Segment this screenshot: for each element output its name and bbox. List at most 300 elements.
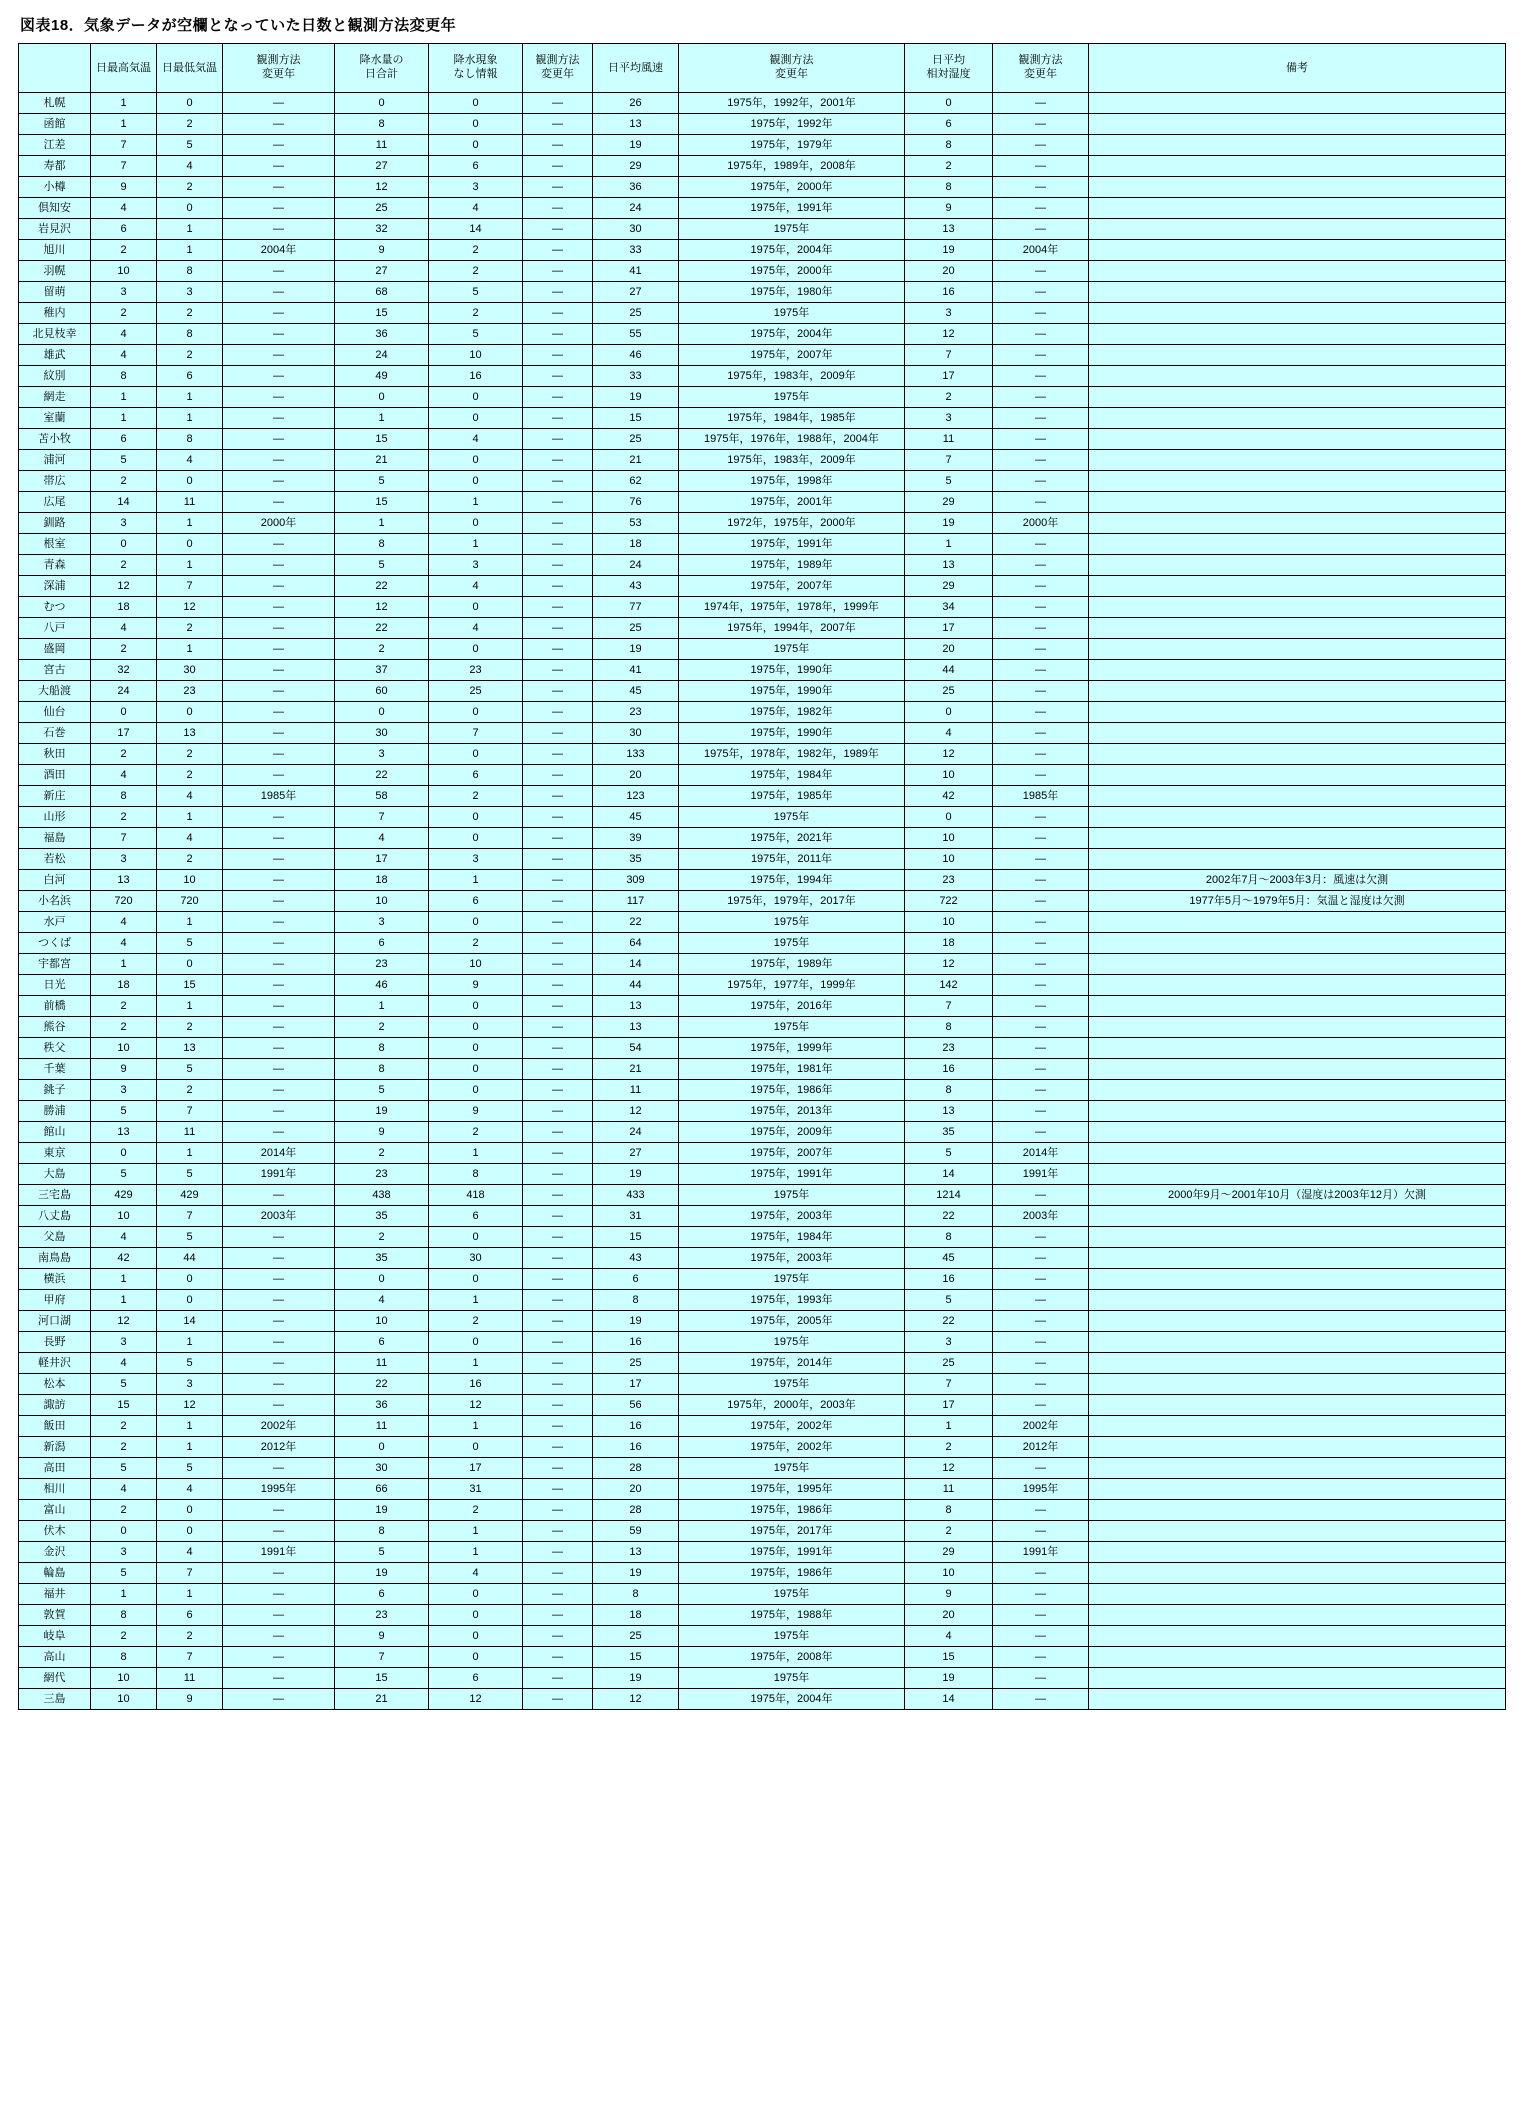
cell-humidity: 0: [905, 807, 993, 828]
cell-wind_change: 1975年，1992年: [679, 114, 905, 135]
cell-station: 松本: [19, 1374, 91, 1395]
cell-tmax: 0: [91, 702, 157, 723]
cell-humidity: 17: [905, 618, 993, 639]
col-header-wind-change-line1: 観測方法: [769, 54, 814, 67]
table-row: [19, 702, 1506, 723]
cell-tmin: 1: [157, 240, 223, 261]
cell-precip_total: 22: [335, 765, 429, 786]
cell-tmin: 0: [157, 534, 223, 555]
cell-remark: [1089, 345, 1506, 366]
cell-wind: 23: [593, 702, 679, 723]
cell-humidity_change: —: [993, 1647, 1089, 1668]
cell-tmax: 2: [91, 240, 157, 261]
table-row: [19, 345, 1506, 366]
cell-precip_change: —: [523, 513, 593, 534]
table-row: [19, 891, 1506, 912]
cell-precip_change: —: [523, 450, 593, 471]
cell-precip_nophen: 25: [429, 681, 523, 702]
table-body: [19, 93, 1506, 1710]
cell-precip_total: 9: [335, 1122, 429, 1143]
table-row: [19, 1500, 1506, 1521]
cell-wind: 19: [593, 1164, 679, 1185]
table-row: [19, 555, 1506, 576]
cell-precip_total: 2: [335, 1227, 429, 1248]
cell-tmax: 10: [91, 1206, 157, 1227]
cell-temp_change: —: [223, 1101, 335, 1122]
cell-wind_change: 1975年，1980年: [679, 282, 905, 303]
cell-precip_total: 11: [335, 1416, 429, 1437]
cell-remark: [1089, 786, 1506, 807]
cell-precip_nophen: 1: [429, 870, 523, 891]
cell-precip_total: 23: [335, 1605, 429, 1626]
cell-temp_change: —: [223, 1311, 335, 1332]
cell-wind: 16: [593, 1332, 679, 1353]
cell-temp_change: —: [223, 1269, 335, 1290]
table-row: [19, 1269, 1506, 1290]
cell-precip_nophen: 6: [429, 156, 523, 177]
cell-precip_total: 1: [335, 408, 429, 429]
cell-precip_total: 25: [335, 198, 429, 219]
table-row: [19, 114, 1506, 135]
cell-temp_change: 1985年: [223, 786, 335, 807]
cell-precip_change: —: [523, 408, 593, 429]
cell-humidity_change: 1995年: [993, 1479, 1089, 1500]
table-row: [19, 156, 1506, 177]
cell-tmin: 1: [157, 996, 223, 1017]
cell-precip_change: —: [523, 135, 593, 156]
table-row: [19, 933, 1506, 954]
cell-temp_change: —: [223, 135, 335, 156]
cell-tmin: 4: [157, 1479, 223, 1500]
cell-humidity_change: 2004年: [993, 240, 1089, 261]
cell-tmax: 4: [91, 1227, 157, 1248]
cell-wind: 44: [593, 975, 679, 996]
cell-wind_change: 1975年，1995年: [679, 1479, 905, 1500]
cell-remark: [1089, 723, 1506, 744]
cell-tmin: 0: [157, 702, 223, 723]
cell-tmax: 8: [91, 786, 157, 807]
cell-wind: 25: [593, 1353, 679, 1374]
cell-tmax: 9: [91, 177, 157, 198]
cell-precip_change: —: [523, 1500, 593, 1521]
cell-station: 東京: [19, 1143, 91, 1164]
cell-humidity: 15: [905, 1647, 993, 1668]
cell-tmax: 10: [91, 1038, 157, 1059]
cell-precip_change: —: [523, 1689, 593, 1710]
cell-humidity: 14: [905, 1164, 993, 1185]
weather-data-table: [18, 43, 1506, 1710]
cell-humidity: 7: [905, 450, 993, 471]
cell-temp_change: —: [223, 933, 335, 954]
cell-tmin: 1: [157, 1332, 223, 1353]
cell-humidity: 11: [905, 429, 993, 450]
cell-humidity_change: 2014年: [993, 1143, 1089, 1164]
cell-humidity_change: —: [993, 387, 1089, 408]
table-row: [19, 1311, 1506, 1332]
table-row: [19, 1521, 1506, 1542]
cell-station: 旭川: [19, 240, 91, 261]
cell-wind_change: 1975年，2013年: [679, 1101, 905, 1122]
cell-precip_change: —: [523, 618, 593, 639]
cell-wind_change: 1975年，2017年: [679, 1521, 905, 1542]
cell-tmax: 8: [91, 1605, 157, 1626]
cell-temp_change: —: [223, 891, 335, 912]
cell-station: 福島: [19, 828, 91, 849]
cell-tmin: 1: [157, 408, 223, 429]
cell-precip_total: 7: [335, 1647, 429, 1668]
col-header-precip-total: [335, 44, 429, 93]
cell-remark: [1089, 681, 1506, 702]
cell-remark: [1089, 849, 1506, 870]
cell-tmax: 0: [91, 1521, 157, 1542]
cell-station: 根室: [19, 534, 91, 555]
cell-station: 父島: [19, 1227, 91, 1248]
cell-precip_total: 60: [335, 681, 429, 702]
cell-precip_nophen: 0: [429, 1038, 523, 1059]
cell-temp_change: —: [223, 1290, 335, 1311]
cell-precip_nophen: 0: [429, 807, 523, 828]
cell-precip_change: —: [523, 807, 593, 828]
cell-humidity_change: —: [993, 198, 1089, 219]
cell-wind: 45: [593, 807, 679, 828]
cell-humidity_change: —: [993, 1563, 1089, 1584]
cell-remark: 2000年9月～2001年10月（湿度は2003年12月）欠測: [1089, 1185, 1506, 1206]
cell-humidity_change: —: [993, 1353, 1089, 1374]
cell-wind: 309: [593, 870, 679, 891]
cell-temp_change: —: [223, 828, 335, 849]
cell-wind_change: 1975年，1984年: [679, 1227, 905, 1248]
cell-tmin: 7: [157, 1206, 223, 1227]
cell-tmin: 2: [157, 1080, 223, 1101]
cell-tmin: 14: [157, 1311, 223, 1332]
cell-precip_nophen: 2: [429, 786, 523, 807]
cell-precip_nophen: 1: [429, 1542, 523, 1563]
cell-tmax: 2: [91, 996, 157, 1017]
cell-remark: [1089, 1017, 1506, 1038]
cell-tmin: 6: [157, 366, 223, 387]
cell-tmax: 4: [91, 1479, 157, 1500]
cell-precip_total: 3: [335, 912, 429, 933]
cell-precip_nophen: 0: [429, 1647, 523, 1668]
cell-remark: [1089, 618, 1506, 639]
cell-precip_nophen: 0: [429, 912, 523, 933]
cell-precip_total: 19: [335, 1101, 429, 1122]
cell-temp_change: —: [223, 114, 335, 135]
cell-temp_change: —: [223, 870, 335, 891]
cell-remark: [1089, 975, 1506, 996]
cell-precip_total: 6: [335, 933, 429, 954]
cell-precip_total: 22: [335, 576, 429, 597]
table-row: [19, 1374, 1506, 1395]
cell-precip_total: 11: [335, 1353, 429, 1374]
cell-precip_nophen: 12: [429, 1689, 523, 1710]
cell-precip_change: —: [523, 156, 593, 177]
col-header-station: [19, 44, 91, 93]
cell-precip_nophen: 0: [429, 408, 523, 429]
cell-wind_change: 1975年，2014年: [679, 1353, 905, 1374]
cell-precip_nophen: 31: [429, 1479, 523, 1500]
cell-humidity_change: 1985年: [993, 786, 1089, 807]
cell-remark: [1089, 1521, 1506, 1542]
cell-wind_change: 1975年，1982年: [679, 702, 905, 723]
cell-precip_total: 1: [335, 513, 429, 534]
cell-wind: 28: [593, 1500, 679, 1521]
cell-wind_change: 1975年，1984年，1985年: [679, 408, 905, 429]
cell-precip_change: —: [523, 303, 593, 324]
cell-tmax: 2: [91, 1416, 157, 1437]
table-row: [19, 1584, 1506, 1605]
cell-tmin: 2: [157, 303, 223, 324]
cell-remark: [1089, 1059, 1506, 1080]
cell-precip_change: —: [523, 114, 593, 135]
cell-humidity: 23: [905, 870, 993, 891]
cell-wind: 24: [593, 198, 679, 219]
table-row: [19, 639, 1506, 660]
table-row: [19, 828, 1506, 849]
cell-station: 浦河: [19, 450, 91, 471]
cell-tmin: 13: [157, 723, 223, 744]
cell-humidity_change: —: [993, 576, 1089, 597]
cell-precip_total: 23: [335, 1164, 429, 1185]
cell-humidity_change: —: [993, 597, 1089, 618]
cell-station: 岐阜: [19, 1626, 91, 1647]
cell-wind: 16: [593, 1437, 679, 1458]
cell-humidity_change: —: [993, 702, 1089, 723]
cell-station: 稚内: [19, 303, 91, 324]
cell-tmin: 4: [157, 1542, 223, 1563]
cell-precip_change: —: [523, 429, 593, 450]
cell-remark: [1089, 555, 1506, 576]
cell-precip_nophen: 4: [429, 618, 523, 639]
cell-precip_change: —: [523, 1080, 593, 1101]
cell-precip_total: 35: [335, 1248, 429, 1269]
cell-wind_change: 1975年，1979年: [679, 135, 905, 156]
cell-tmin: 720: [157, 891, 223, 912]
cell-station: 八丈島: [19, 1206, 91, 1227]
table-row: [19, 1017, 1506, 1038]
cell-tmin: 8: [157, 429, 223, 450]
cell-tmax: 18: [91, 975, 157, 996]
cell-wind: 12: [593, 1689, 679, 1710]
cell-wind_change: 1975年，1986年: [679, 1563, 905, 1584]
cell-humidity_change: —: [993, 975, 1089, 996]
cell-wind_change: 1975年，1989年，2008年: [679, 156, 905, 177]
cell-remark: [1089, 1563, 1506, 1584]
cell-tmin: 2: [157, 849, 223, 870]
table-row: [19, 1101, 1506, 1122]
cell-remark: [1089, 1353, 1506, 1374]
cell-precip_change: —: [523, 1374, 593, 1395]
cell-humidity_change: —: [993, 639, 1089, 660]
cell-tmax: 2: [91, 555, 157, 576]
cell-wind_change: 1975年，2004年: [679, 324, 905, 345]
cell-wind: 21: [593, 450, 679, 471]
cell-wind: 31: [593, 1206, 679, 1227]
cell-station: 大島: [19, 1164, 91, 1185]
cell-precip_change: —: [523, 555, 593, 576]
table-row: [19, 1164, 1506, 1185]
cell-wind: 14: [593, 954, 679, 975]
cell-station: むつ: [19, 597, 91, 618]
cell-wind_change: 1975年，1991年: [679, 1542, 905, 1563]
table-row: [19, 1248, 1506, 1269]
cell-remark: [1089, 1269, 1506, 1290]
cell-precip_change: —: [523, 1479, 593, 1500]
cell-humidity: 12: [905, 744, 993, 765]
cell-wind: 28: [593, 1458, 679, 1479]
cell-precip_change: —: [523, 702, 593, 723]
cell-remark: [1089, 261, 1506, 282]
cell-remark: [1089, 1479, 1506, 1500]
cell-humidity: 10: [905, 849, 993, 870]
cell-precip_change: —: [523, 660, 593, 681]
cell-wind: 25: [593, 1626, 679, 1647]
cell-remark: [1089, 1584, 1506, 1605]
cell-temp_change: —: [223, 177, 335, 198]
cell-temp_change: —: [223, 261, 335, 282]
cell-precip_nophen: 0: [429, 639, 523, 660]
cell-humidity: 35: [905, 1122, 993, 1143]
cell-wind_change: 1975年: [679, 912, 905, 933]
cell-precip_total: 6: [335, 1332, 429, 1353]
cell-tmin: 1: [157, 1437, 223, 1458]
cell-wind: 27: [593, 282, 679, 303]
table-row: [19, 849, 1506, 870]
cell-precip_total: 8: [335, 114, 429, 135]
cell-humidity_change: 2002年: [993, 1416, 1089, 1437]
cell-precip_total: 27: [335, 156, 429, 177]
cell-tmin: 1: [157, 555, 223, 576]
cell-humidity_change: —: [993, 93, 1089, 114]
cell-precip_change: —: [523, 1584, 593, 1605]
cell-remark: [1089, 324, 1506, 345]
cell-wind_change: 1972年，1975年，2000年: [679, 513, 905, 534]
cell-temp_change: 2012年: [223, 1437, 335, 1458]
table-row: [19, 513, 1506, 534]
cell-humidity_change: —: [993, 660, 1089, 681]
cell-humidity_change: —: [993, 429, 1089, 450]
cell-humidity: 17: [905, 1395, 993, 1416]
cell-tmax: 5: [91, 1164, 157, 1185]
cell-tmin: 2: [157, 177, 223, 198]
cell-humidity_change: —: [993, 282, 1089, 303]
cell-precip_total: 19: [335, 1563, 429, 1584]
cell-precip_nophen: 16: [429, 1374, 523, 1395]
cell-humidity_change: 1991年: [993, 1542, 1089, 1563]
cell-precip_total: 36: [335, 1395, 429, 1416]
cell-temp_change: 1995年: [223, 1479, 335, 1500]
cell-tmin: 2: [157, 345, 223, 366]
cell-temp_change: —: [223, 639, 335, 660]
cell-wind_change: 1975年: [679, 1185, 905, 1206]
cell-humidity_change: —: [993, 156, 1089, 177]
cell-wind_change: 1975年，2016年: [679, 996, 905, 1017]
cell-precip_total: 49: [335, 366, 429, 387]
cell-wind_change: 1975年，2000年，2003年: [679, 1395, 905, 1416]
cell-wind: 33: [593, 366, 679, 387]
cell-tmin: 12: [157, 597, 223, 618]
cell-remark: [1089, 1101, 1506, 1122]
cell-remark: [1089, 1290, 1506, 1311]
cell-remark: [1089, 954, 1506, 975]
table-row: [19, 576, 1506, 597]
cell-wind: 62: [593, 471, 679, 492]
cell-station: 紋別: [19, 366, 91, 387]
cell-tmin: 0: [157, 1269, 223, 1290]
cell-temp_change: —: [223, 975, 335, 996]
cell-wind: 15: [593, 408, 679, 429]
cell-wind_change: 1975年: [679, 639, 905, 660]
cell-tmin: 11: [157, 492, 223, 513]
cell-remark: [1089, 492, 1506, 513]
cell-humidity_change: 1991年: [993, 1164, 1089, 1185]
cell-remark: [1089, 135, 1506, 156]
table-row: [19, 1479, 1506, 1500]
cell-temp_change: —: [223, 1038, 335, 1059]
cell-tmin: 3: [157, 282, 223, 303]
cell-precip_change: —: [523, 723, 593, 744]
cell-wind: 26: [593, 93, 679, 114]
cell-humidity: 16: [905, 1269, 993, 1290]
cell-humidity: 9: [905, 198, 993, 219]
cell-tmax: 3: [91, 513, 157, 534]
cell-temp_change: —: [223, 1059, 335, 1080]
cell-precip_total: 27: [335, 261, 429, 282]
cell-precip_nophen: 0: [429, 450, 523, 471]
cell-wind_change: 1975年，1977年，1999年: [679, 975, 905, 996]
cell-precip_nophen: 0: [429, 93, 523, 114]
cell-precip_total: 1: [335, 996, 429, 1017]
cell-tmax: 12: [91, 576, 157, 597]
cell-precip_change: —: [523, 1353, 593, 1374]
cell-station: 富山: [19, 1500, 91, 1521]
cell-remark: [1089, 366, 1506, 387]
cell-precip_change: —: [523, 1290, 593, 1311]
cell-humidity_change: —: [993, 1521, 1089, 1542]
cell-station: 深浦: [19, 576, 91, 597]
cell-tmax: 15: [91, 1395, 157, 1416]
cell-humidity_change: —: [993, 1122, 1089, 1143]
cell-station: 伏木: [19, 1521, 91, 1542]
cell-tmax: 3: [91, 282, 157, 303]
cell-wind_change: 1975年: [679, 933, 905, 954]
cell-precip_change: —: [523, 1248, 593, 1269]
cell-wind_change: 1975年: [679, 1668, 905, 1689]
cell-precip_change: —: [523, 1059, 593, 1080]
cell-temp_change: —: [223, 156, 335, 177]
cell-precip_total: 17: [335, 849, 429, 870]
cell-precip_change: —: [523, 933, 593, 954]
cell-tmin: 2: [157, 765, 223, 786]
cell-tmax: 4: [91, 618, 157, 639]
cell-station: 水戸: [19, 912, 91, 933]
cell-humidity: 19: [905, 240, 993, 261]
cell-station: 河口湖: [19, 1311, 91, 1332]
cell-wind_change: 1975年，2002年: [679, 1437, 905, 1458]
cell-humidity_change: —: [993, 1668, 1089, 1689]
cell-wind: 433: [593, 1185, 679, 1206]
cell-humidity_change: —: [993, 744, 1089, 765]
cell-precip_total: 68: [335, 282, 429, 303]
cell-precip_total: 9: [335, 1626, 429, 1647]
cell-remark: [1089, 828, 1506, 849]
cell-humidity_change: —: [993, 1017, 1089, 1038]
cell-precip_nophen: 30: [429, 1248, 523, 1269]
cell-tmin: 5: [157, 1059, 223, 1080]
cell-tmax: 1: [91, 93, 157, 114]
cell-precip_change: —: [523, 1143, 593, 1164]
cell-humidity: 4: [905, 1626, 993, 1647]
